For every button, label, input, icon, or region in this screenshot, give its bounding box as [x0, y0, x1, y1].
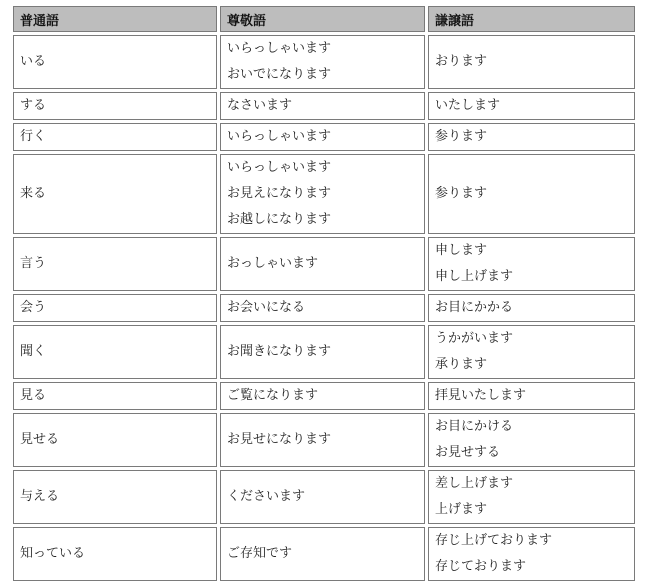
table-row [13, 237, 635, 291]
cell-humble-line: 存じております [434, 559, 526, 574]
cell-plain-line: 言う [20, 256, 47, 271]
cell-plain [13, 382, 217, 410]
cell-humble [428, 527, 635, 581]
cell-honorific [220, 35, 425, 89]
cell-honorific [220, 294, 425, 322]
cell-humble-line: 上げます [434, 502, 487, 517]
table-body [13, 35, 635, 581]
cell-plain [13, 237, 217, 291]
table-row [13, 35, 635, 89]
cell-honorific [220, 382, 425, 410]
cell-humble [428, 154, 635, 234]
cell-plain [13, 527, 217, 581]
cell-plain-line: 与える [20, 489, 60, 504]
cell-plain-line: する [20, 98, 47, 113]
cell-plain [13, 92, 217, 120]
cell-humble-line: おります [434, 54, 487, 69]
cell-humble [428, 470, 635, 524]
table-row [13, 294, 635, 322]
table-row [13, 154, 635, 234]
cell-honorific-line: いらっしゃいます [226, 129, 331, 144]
cell-plain [13, 123, 217, 151]
cell-humble-line: 参ります [434, 129, 487, 144]
cell-humble-line: お目にかかる [434, 300, 513, 315]
cell-honorific [220, 325, 425, 379]
table-row [13, 325, 635, 379]
cell-plain-line: 来る [20, 186, 47, 201]
table-row [13, 123, 635, 151]
cell-plain [13, 325, 217, 379]
cell-humble-line: 承ります [434, 357, 487, 372]
cell-humble-line: 拝見いたします [434, 388, 526, 403]
table-row [13, 92, 635, 120]
cell-honorific [220, 154, 425, 234]
cell-humble-line: 存じ上げております [434, 533, 552, 548]
cell-plain-line: 行く [20, 129, 47, 144]
cell-humble [428, 237, 635, 291]
cell-honorific-line: おいでになります [226, 67, 331, 82]
table-row [13, 413, 635, 467]
cell-humble-line: 申し上げます [434, 269, 513, 284]
cell-plain [13, 413, 217, 467]
table-row [13, 382, 635, 410]
cell-honorific-line: くださいます [226, 489, 305, 504]
cell-honorific-line: お会いになる [226, 300, 305, 315]
keigo-table [10, 3, 638, 584]
cell-plain-line: 知っている [20, 546, 86, 561]
cell-honorific [220, 413, 425, 467]
table-row [13, 470, 635, 524]
cell-honorific [220, 527, 425, 581]
cell-honorific-line: お聞きになります [226, 344, 331, 359]
cell-honorific-line: いらっしゃいます [226, 41, 331, 56]
cell-honorific-line: なさいます [226, 98, 292, 113]
cell-plain-line: 聞く [20, 344, 47, 359]
table-row [13, 527, 635, 581]
cell-humble [428, 35, 635, 89]
cell-honorific-line: お見えになります [226, 186, 331, 201]
cell-honorific [220, 470, 425, 524]
cell-plain-line: いる [20, 54, 47, 69]
cell-humble [428, 382, 635, 410]
cell-humble [428, 325, 635, 379]
cell-plain [13, 294, 217, 322]
header-plain: 普通語 [13, 6, 217, 32]
cell-humble-line: 差し上げます [434, 476, 513, 491]
header-row [13, 6, 635, 32]
cell-plain [13, 470, 217, 524]
cell-honorific [220, 237, 425, 291]
cell-plain-line: 見る [20, 388, 47, 403]
cell-humble [428, 413, 635, 467]
cell-honorific-line: ご存知です [226, 546, 292, 561]
cell-honorific-line: おっしゃいます [226, 256, 318, 271]
cell-humble-line: お見せする [434, 445, 500, 460]
cell-plain [13, 35, 217, 89]
cell-humble-line: 申します [434, 243, 487, 258]
cell-humble [428, 294, 635, 322]
cell-plain [13, 154, 217, 234]
header-honorific: 尊敬語 [220, 6, 425, 32]
cell-honorific-line: ご覧になります [226, 388, 318, 403]
cell-humble-line: 参ります [434, 186, 487, 201]
cell-honorific-line: お見せになります [226, 432, 331, 447]
cell-humble-line: お目にかける [434, 419, 513, 434]
header-humble: 謙譲語 [428, 6, 635, 32]
cell-humble-line: うかがいます [434, 331, 513, 346]
cell-humble [428, 123, 635, 151]
cell-honorific [220, 123, 425, 151]
cell-honorific-line: お越しになります [226, 212, 331, 227]
cell-honorific-line: いらっしゃいます [226, 160, 331, 175]
cell-humble [428, 92, 635, 120]
cell-plain-line: 見せる [20, 432, 60, 447]
cell-humble-line: いたします [434, 98, 500, 113]
cell-plain-line: 会う [20, 300, 47, 315]
cell-honorific [220, 92, 425, 120]
